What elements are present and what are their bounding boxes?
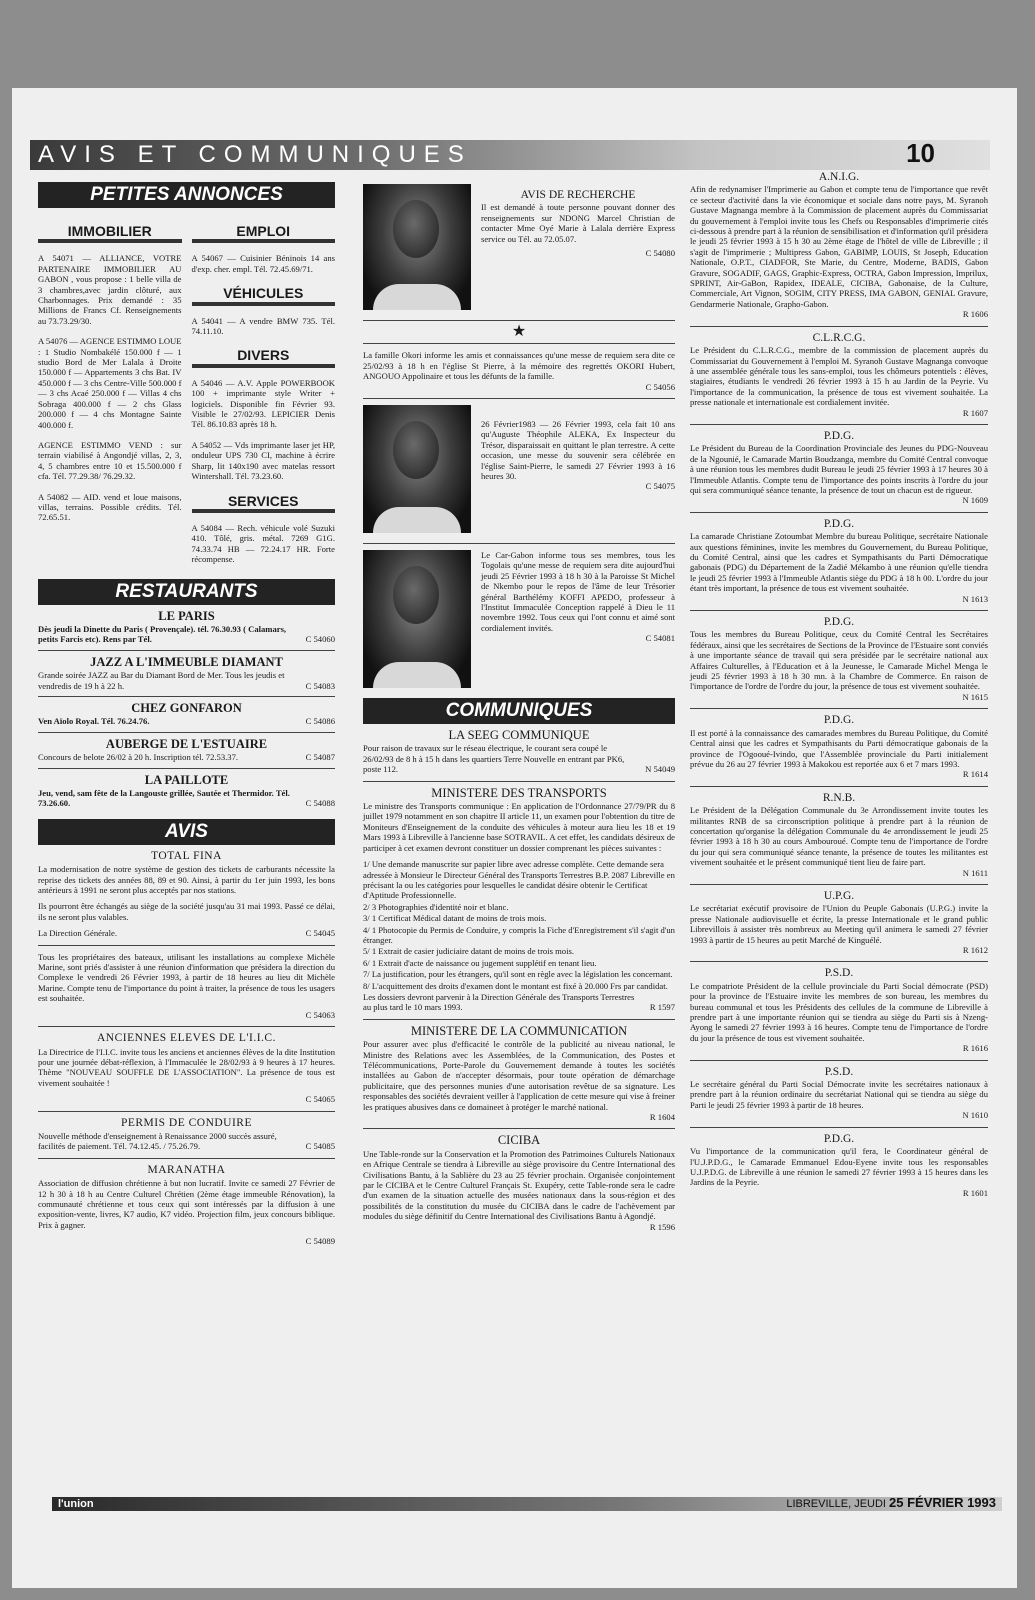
restaurant-text: Ven Aïolo Royal. Tél. 76.24.76. <box>38 716 150 727</box>
communique-title: P.S.D. <box>824 967 854 980</box>
avis-item <box>38 1118 335 1152</box>
immobilier-column <box>38 212 182 575</box>
communique-text: Le Président du C.L.R.C.G., membre de la commission de placement auprès du Commissariat du Gouvernement à l'emploi M. Syranoh Gustave Magnanga convoque à une assemblée générale tous les sans-emploi, tous les chômeurs potentiels : élèves, stagiaires, étudiants le vendredi 26 février 1993 à 15 h au Jardin de la Peyrie. Vu l'importance de la communication, la présence de tous est vivement souhaitée. La presse nationale et internationale est cordialement invitée. <box>690 345 988 408</box>
divider <box>363 343 675 344</box>
notice-aleka <box>363 405 675 533</box>
petites-annonces-heading: PETITES ANNONCES <box>38 182 335 208</box>
divider <box>363 398 675 399</box>
divider <box>38 1026 335 1027</box>
ad-code: C 54081 <box>645 633 675 644</box>
ad-code: R 1616 <box>962 1043 988 1054</box>
communique-text: Le Président du Bureau de la Coordination Provinciale des Jeunes du PDG-Nouveau de la Ngounié, le Camarade Martin Boudzanga, membre du Comité Central convoque à une réunion tous les membres dudit Bureau le jeudi 25 février 1993 à 17 heures 30 à l'Immeuble Atlantis. Compte tenu de l'importance des points inscrits à l'ordre du jour qui sera communiqué séance tenante, la présence de tout un chacun est de rigueur. <box>690 443 988 495</box>
communique-text: Le Président de la Délégation Communale du 3e Arrondissement invite toutes les militantes RNB de sa circonscription politique à prendre part à la réunion de concertation qu'organise la délégation Communale du 4e arrondissement le jeudi 25 février 1993 à 18 h 30 au cours Ambouroué. Compte tenu de l'importance de l'ordre du jour qui sera communiqué séance tenante, la présence de toutes les militantes est vivement souhaitée et le présent communiqué tient lieu de faire part. <box>690 805 988 868</box>
notice-text: Il est demandé à toute personne pouvant donner des renseignements sur NDONG Marcel Christian de contacter Mme Oyé Marie à Lalala derrière Express service ou Tél. au 72.05.07. <box>481 202 675 244</box>
page-footer <box>52 1497 1002 1511</box>
communique-seeg <box>363 730 675 775</box>
ad-54076: A 54076 — AGENCE ESTIMMO LOUE : 1 Studio Nombakélé 150.000 f — 1 studio Bord de Mer Lalala à Droite 150.000 f — Appartements 3 chs Bat. IV 450.000 f — 3 chs Centre-Ville 500.000 f — 3 chs Acaé 250.000 f — Villas 4 chs Sobraga 400.000 f — 2 chs Glass 200.000 f — 4 chs Montagne Sainte 400.000 f. <box>38 336 182 430</box>
portrait-photo <box>363 550 471 688</box>
communique-title: P.D.G. <box>823 1132 855 1145</box>
ad-code: C 54088 <box>305 798 335 809</box>
restaurant-item <box>38 700 335 733</box>
restaurant-name: AUBERGE DE L'ESTUAIRE <box>105 736 268 751</box>
communique-title: P.D.G. <box>823 429 855 442</box>
communique-text: Le secrétaire général du Parti Social Démocrate invite les secrétaires nationaux à prendre part à la réunion ordinaire du secrétariat National qui se tiendra au siège du Parti le jeudi 25 février 1993 à partir de 18 heures. <box>690 1079 988 1110</box>
notice-title: AVIS DE RECHERCHE <box>520 189 636 201</box>
ad-code: R 1604 <box>649 1112 675 1123</box>
ad-code: C 54075 <box>645 481 675 492</box>
restaurant-item <box>38 736 335 769</box>
ad-code: N 1615 <box>962 691 988 702</box>
divider <box>38 1111 335 1112</box>
communique-item <box>690 431 988 506</box>
communique-item <box>690 1134 988 1198</box>
ad-code: C 54087 <box>305 752 335 763</box>
communique-item <box>690 172 988 320</box>
footer-dateline <box>786 1494 996 1513</box>
communique-title: C.L.R.C.G. <box>812 331 866 344</box>
ad-code: R 1607 <box>962 407 988 418</box>
list-item: 8/ L'acquittement des droits d'examen dont le montant est fixé à 20.000 Frs par candidat. <box>363 980 668 991</box>
avis-item <box>38 952 335 1020</box>
restaurant-name: CHEZ GONFARON <box>131 700 242 715</box>
ad-code: R 1612 <box>962 945 988 955</box>
section-title: AVIS ET COMMUNIQUES <box>38 141 472 168</box>
avis-paragraph: La modernisation de notre système de gestion des tickets de carburants nécessite la reprise des tickets des années 88, 89 et 90. Ainsi, à partir du 1er juin 1993, les bons antérieurs à 1991 ne seront plus acceptés par nos stations. <box>38 864 335 896</box>
services-heading: SERVICES <box>192 496 336 513</box>
divider <box>690 512 988 513</box>
list-item: 2/ 3 Photographies d'identité noir et blanc. <box>363 901 509 912</box>
avis-paragraph: Tous les propriétaires des bateaux, utilisant les installations au complexe Michèle Marine, sont priés d'assister à une réunion d'information que présidera la direction du Complexe le vendredi 26 Février 1993, à partir de 18 heures au lieu dit Michèle Marine. Compte tenu de l'importance du point à traiter, la présence de tous les usagers est souhaitée. <box>38 951 335 1004</box>
ad-code: C 54085 <box>305 1141 335 1152</box>
communique-title: P.D.G. <box>823 714 855 727</box>
restaurant-name: LE PARIS <box>158 608 215 623</box>
restaurant-item <box>38 608 335 651</box>
avis-title: PERMIS DE CONDUIRE <box>120 1116 253 1129</box>
avis-item <box>38 851 335 939</box>
communique-title: LA SEEG COMMUNIQUE <box>448 728 590 743</box>
restaurant-text: Grande soirée JAZZ au Bar du Diamant Bord de Mer. Tous les jeudis et vendredis de 19 h à 22 h. <box>38 670 285 691</box>
communique-text: Pour assurer avec plus d'efficacité le contrôle de la publicité au niveau national, le Ministre des Relations avec les Assemblées, de la Communication, des Postes et Télécommunications, Porte-Parole du Gouvernement demande à toutes les sociétés installées au Gabon de n'accepter désormais, pour toute opération de démarchage publicitaire, que des personnes munies d'une autorisation revêtue de sa signature. Les responsables des sociétés devraient veiller à l'application de cette mesure qui vise à freiner les pratiques abusives dans ce domaineet à protéger le marché national. <box>363 1039 675 1112</box>
ad-code: R 1601 <box>962 1187 988 1198</box>
communique-title: R.N.B. <box>822 791 856 804</box>
column-right <box>690 166 988 1198</box>
divider <box>690 610 988 611</box>
divider <box>363 1019 675 1020</box>
restaurant-name: LA PAILLOTE <box>144 772 229 787</box>
ad-code: R 1596 <box>649 1221 675 1232</box>
list-item: 5/ 1 Extrait de casier judiciaire datant de moins de trois mois. <box>363 946 574 957</box>
ad-54071: A 54071 — ALLIANCE, VOTRE PARTENAIRE IMMOBILIER AU GABON , vous propose : 1 belle villa de 3 chambres,avec jardin clôturé, aux Charbonnages. Prix demandé : 35 Millions de Francs Cf. Renseignements au 73.73.29/30. <box>38 253 182 326</box>
ad-code: C 54056 <box>645 381 675 392</box>
communique-item <box>690 519 988 604</box>
notice-text: La famille Okori informe les amis et connaissances qu'une messe de requiem sera dite ce 25/02/93 à 18 h en l'église St Pierre, à la mémoire des regrettés OKORI Hubert, ANGOUO Appolinaire et tous les défunts de la famille. <box>363 350 675 382</box>
ad-54067: A 54067 — Cuisinier Béninois 14 ans d'exp. cher. empl. Tél. 72.45.69/71. <box>191 253 335 274</box>
communiques-heading: COMMUNIQUES <box>363 698 675 724</box>
column-left <box>38 178 335 1247</box>
communique-item <box>690 617 988 702</box>
column-middle <box>363 178 675 1232</box>
communique-text: Une Table-ronde sur la Conservation et la Promotion des Patrimoines Culturels Nationaux en Afrique Centrale se tiendra à Libreville au siège provisoire du Centre International des Civilisations Bantu, à la Sablière du 23 au 25 février prochain. Organisée conjointement par le CICIBA et le Centre Culturel Français St. Exupéry, cette Table-ronde sera le cadre d'un examen de la situation actuelle des musées nationaux dans la sous-région et des possibilités de la constitution du musée du CICIBA dans le cadre de l'achèvement par modules du siège définitif du Centre International des Civilisations Bantu à Agondjé. <box>363 1148 675 1222</box>
notice-recherche <box>363 184 675 310</box>
portrait-photo <box>363 184 471 310</box>
communique-text: Afin de redynamiser l'Imprimerie au Gabon et compte tenu de l'importance que revêt ce secteur d'activité dans la vie économique et sociale dans notre pays, M. Syranoh Gustave Magnanga membre à la Commission de placement auprès du Commissariat du gouvernement à l'emploi invite tous les Chefs ou Responsables d'imprimerie cités ci-dessous à prendre part à la réunion de sensibilisation et d'information qu'il présidera le jeudi 25 février 1993 à 15 h 30 au 2ème étage de l'hôtel de ville de Libreville ; il s'agit de l'imprimerie ; Multipress Gabon, GABIMP, LOUIS, St Joseph, Education Nationale, O.P.T., CIADFOR, Ste Marie, du Centre, Moderne, BADIS, Gabon Gravure, SOGADIF, GAGS, Graphic-Express, OCTRA, Gabon Impression, Imprilux, SPRINT, Air-GaBon, Rapidex, IDEALE, CICIBA, Gabonaise, de la Culture, Commerciale, Art Vignon, SOGIM, CITY PRESS, IMA GABON, GENIAL Gravure, Gendarmerie Nationale, Grapho-Gabon. <box>690 184 988 309</box>
avis-title: ANCIENNES ELEVES DE L'I.I.C. <box>97 1032 276 1045</box>
document-list <box>363 859 675 991</box>
ad-code: N 1611 <box>962 867 988 878</box>
avis-item <box>38 1033 335 1104</box>
list-item: 7/ La justification, pour les étrangers, qu'il sont en règle avec la législation les concernant. <box>363 969 673 980</box>
vehicules-heading: VÉHICULES <box>192 288 336 305</box>
communique-text: Tous les membres du Bureau Politique, ceux du Comité Central les Secrétaires fédéraux, ainsi que les secrétaires de Sections de la Province de l'Estuaire sont conviés à une importante séance de travail qui sera présidée par le secrétaire national aux Affaires Culturelles, à l'Education et à la Jeunesse, le Camarade Michel Menga le jeudi 25 février 1993 à 18 h 30 mn. à la Chambre de Commerce. En raison de l'importance de l'ordre de l'ordre du jour, la présence de tous est vivement souhaitée. <box>690 629 988 692</box>
notice-okori <box>363 350 675 392</box>
portrait-photo <box>363 405 471 533</box>
communique-title: U.P.G. <box>823 889 855 902</box>
ad-code: R 1614 <box>962 769 988 780</box>
communique-title: CICIBA <box>497 1133 541 1148</box>
communique-item <box>690 715 988 779</box>
classified-column-right <box>192 212 336 575</box>
ad-code: N 1610 <box>962 1110 988 1121</box>
restaurant-text: Jeu, vend, sam fête de la Langouste grillée, Sautée et Thermidor. Tél. 73.26.60. <box>38 788 290 809</box>
ad-54046: A 54046 — A.V. Apple POWERBOOK 100 + imprimante style Writer + logiciels. Disponible fin Février 93. Visible le 27/02/93. LEPICIER Denis Tél. 86.10.83 après 18 h. <box>191 377 335 430</box>
list-item: 6/ 1 Extrait d'acte de naissance ou jugement supplétif en tenant lieu. <box>363 957 597 968</box>
divider <box>690 961 988 962</box>
communique-text: Le secrétariat exécutif provisoire de l'Union du Peuple Gabonais (U.P.G.) invite la presse Nationale audiovisuelle et écrite, la presse Internationale et le grand public Librevillois à assister très nombreux au Meeting qu'il animera le samedi 27 février 1993 à partir de 15 heures au petit Marché de Kinguélé. <box>690 903 988 945</box>
footer-date: 25 FÉVRIER 1993 <box>889 1495 996 1510</box>
avis-paragraph: La Directrice de l'I.I.C. invite tous les anciens et anciennes élèves de la dite Institution pour une journée débat-réflexion, à l'Immaculée le 28/02/93 à 9 heures à 17 heures. Thème "NOUVEAU SOUFFLE DE L'ASSOCIATION". La présence de tous est vivement souhaitée ! <box>38 1046 335 1088</box>
ad-code: C 54045 <box>305 928 335 939</box>
page-number: 10 <box>906 138 935 168</box>
ad-code: C 54063 <box>305 1009 335 1020</box>
divider <box>363 1128 675 1129</box>
communique-text: La camarade Christiane Zotoumbat Membre du bureau Politique, secrétaire Nationale aux questions féminines, invite les membres du Gouvernement, du Bureau Politique, du Comité Central, ainsi que les cadres et Sympathisants du Parti Démocratique gabonais (PDG) du Département de la Zadié Mékambo à une réunion qu'elle tiendra le jeudi 25 février 1993 à l'Immeuble Atlantis siège du PDG à 18 h 00. L'ordre du jour étant très important, la présence de tous est vivement souhaitée. <box>690 531 988 594</box>
ad-54052: A 54052 — Vds imprimante laser jet HP, onduleur UPS 730 CI, machine à écrire Sharp, lit 140x190 avec matelas ressort Wintershall. Tél. 73.23.60. <box>191 439 335 482</box>
avis-title: MARANATHA <box>147 1163 226 1176</box>
divider <box>690 1060 988 1061</box>
restaurant-item <box>38 772 335 814</box>
ad-code: C 54060 <box>305 634 335 645</box>
communique-item <box>690 333 988 418</box>
divider <box>690 884 988 885</box>
ad-code: C 54080 <box>645 248 675 259</box>
communique-ciciba <box>363 1135 675 1232</box>
divider <box>363 320 675 321</box>
divider <box>363 543 675 544</box>
ad-code: N 54049 <box>645 764 675 775</box>
divider <box>690 424 988 425</box>
list-item: 4/ 1 Photocopie du Permis de Conduire, y compris la Fiche d'Enregistrement s'il s'agit d'un étranger. <box>363 924 675 945</box>
divider <box>363 781 675 782</box>
communique-item <box>690 891 988 955</box>
ad-code: R 1597 <box>649 1002 675 1013</box>
avis-item <box>38 1165 335 1247</box>
avis-signature: La Direction Générale. <box>38 928 117 939</box>
footer-place: LIBREVILLE, JEUDI <box>786 1498 886 1510</box>
ad-54084: A 54084 — Rech. véhicule volé Suzuki 410. Tôlé, gris. métal. 7269 G1G. 74.33.74 HB — 72.24.17 HR. Forte récompense. <box>191 522 335 565</box>
ad-code: R 1606 <box>962 309 988 320</box>
restaurant-item <box>38 654 335 697</box>
communique-item <box>690 968 988 1053</box>
ad-estimmo-vend: AGENCE ESTIMMO VEND : sur terrain viabilisé à Angondjé villas, 2, 3, 4, 5 chambres entre 10 et 15.500.000 f cfa. Tél. 77.29.38/ 76.29.32. <box>38 439 182 482</box>
restaurant-text: Dès jeudi la Dinette du Paris ( Provençale). tél. 76.30.93 ( Calamars, petits Farcis etc). Rens par Tél. <box>38 623 287 645</box>
newspaper-name: l'union <box>58 1498 94 1510</box>
avis-paragraph: Nouvelle méthode d'enseignement à Renaissance 2000 succès assuré, facilités de paiement. Tél. 74.12.45. / 75.26.79. <box>38 1130 277 1152</box>
communique-item <box>690 793 988 878</box>
avis-paragraph: Ils pourront être échangés au siège de la société jusqu'au 31 mai 1993. Passé ce délai, ils ne seront plus valables. <box>38 901 335 922</box>
divider <box>38 945 335 946</box>
communique-title: MINISTERE DE LA COMMUNICATION <box>410 1023 628 1038</box>
emploi-heading: EMPLOI <box>192 226 336 243</box>
notice-text: Le Car-Gabon informe tous ses membres, tous les Togolais qu'une messe de requiem sera dite aujourd'hui jeudi 25 Février 1993 à 18 h 30 à la Paroisse St Michel de Nkembo pour le repos de l'âme de leur Trésorier général Barthélémy KOFFI APEDO, professeur à l'Institut Immaculée Conception rappelé à Dieu le 11 novembre 1992. Tous ceux qui l'ont connu et aimé sont cordialement invités. <box>481 550 675 633</box>
avis-heading: AVIS <box>38 819 335 845</box>
immobilier-heading: IMMOBILIER <box>38 226 182 243</box>
divider <box>38 1158 335 1159</box>
communique-title: P.S.D. <box>824 1065 854 1078</box>
ad-code: N 1613 <box>962 593 988 604</box>
communique-title: MINISTERE DES TRANSPORTS <box>431 785 607 800</box>
communique-text: Vu l'importance de la communication qu'il fera, le Coordinateur général de l'U.J.P.D.G., le Camarade Emmanuel Edou-Eyene invite tous les responsables U.J.P.D.G. de Libreville à une réunion le samedi 27 février 1993 à 15 heures dans les Jardins de la Peyrie. <box>690 1146 988 1188</box>
divers-heading: DIVERS <box>192 350 336 367</box>
divider <box>690 786 988 787</box>
restaurant-text: Concours de belote 26/02 à 20 h. Inscription tél. 72.53.37. <box>38 752 239 763</box>
ad-54041: A 54041 — A vendre BMW 735. Tél. 74.11.10. <box>191 315 335 337</box>
ad-code: C 54089 <box>305 1236 335 1247</box>
avis-paragraph: Association de diffusion chrétienne à but non lucratif. Invite ce samedi 27 Février de 12 h 30 à 18 h au Centre Culturel Chrétien (2ème étage immeuble Rénovation), la communauté chrétienne et tous ceux qui sont intéressés par la diffusion à une exposition-vente, livres, K7 audio, K7 vidéo. Projection film, jeux concours biblique. Prix à gagner. <box>38 1178 335 1230</box>
list-item: 3/ 1 Certificat Médical datant de moins de trois mois. <box>363 913 547 924</box>
divider <box>690 708 988 709</box>
divider <box>690 326 988 327</box>
ad-code: C 54083 <box>305 680 335 691</box>
communique-communication <box>363 1023 675 1123</box>
communique-transports <box>363 785 675 1013</box>
list-item: 1/ Une demande manuscrite sur papier libre avec adresse complète. Cette demande sera adressée à Monsieur le Directeur Général des Transports Terrestres B.P. 2087 Libreville en précisant la ou les catégories pour lesquelles le candidat désire obtenir le Certificat d'Aptitude Professionnelle. <box>363 859 675 901</box>
communique-text: Il est porté à la connaissance des camarades membres du Bureau Politique, du Comité Central ainsi que les cadres et Sympathisants du Parti démocratique gabonais de la province de l'Ogooué-Ivindo, que l'Assemblée provinciale du Parti initialement prévue du 26 au 27 février 1993 à Makokou est reportée aux 6 et 7 mars 1993. <box>690 727 988 769</box>
communique-text: Le compatriote Président de la cellule provinciale du Parti Social démocrate (PSD) pour la province de l'Estuaire invite les membres de son bureau, les membres du bureau communal et tous les Présidents des cellules de la commune de Libreville à prendre part à une importante réunion qui se tiendra au siège du Parti sis à Nzeng-Ayong le samedi 27 février 1993 à 16 heures. Compte tenu de l'importance de l'ordre du jour la présence de tous est vivement souhaitée. <box>690 980 988 1043</box>
notice-text: 26 Février1983 — 26 Février 1993, cela fait 10 ans qu'Auguste Théophile ALEKA, Ex Inspecteur du Trésor, disparaissait en quittant le plan terrestre. A cette occasion, une messe du souvenir sera célébrée en l'église Saint-Pierre, le samedi 27 Février 1993 à 16 heures 30. <box>481 419 675 482</box>
communique-text: Les dossiers devront parvenir à la Direction Générale des Transports Terrestres au plus tard le 10 mars 1993. <box>363 991 635 1013</box>
ad-code: C 54065 <box>305 1094 335 1105</box>
ad-code: N 1609 <box>962 495 988 506</box>
restaurants-heading: RESTAURANTS <box>38 579 335 605</box>
ad-54082: A 54082 — AID. vend et loue maisons, villas, terrains. Possible crédits. Tél. 72.65.51. <box>38 491 182 523</box>
communique-title: P.D.G. <box>823 517 855 530</box>
communique-text: Le ministre des Transports communique : En application de l'Ordonnance 27/79/PR du 8 juillet 1979 notamment en son chapitre II article 11, un examen pour l'obtention du titre de Moniteurs d'Enseignement de la conduite des véhicules à moteur aura lieu les 18 et 19 Mars 1993 à Libreville à l'ancienne base SOTRAVIL. A cet effet, les candidats désireux de participer à cet examen devront constituer un dossier comprenant les pièces suivantes : <box>363 801 675 853</box>
divider <box>690 1127 988 1128</box>
ad-code: C 54086 <box>305 716 335 727</box>
communique-text: Pour raison de travaux sur le réseau électrique, le courant sera coupé le 26/02/93 de 8 h à 15 h dans les quartiers Terre Nouvelle en entrant par PK6, poste 112. <box>363 743 625 775</box>
restaurant-name: JAZZ A L'IMMEUBLE DIAMANT <box>90 654 283 669</box>
notice-koffi <box>363 550 675 688</box>
communique-title: A.N.I.G. <box>818 171 860 183</box>
star-separator: ★ <box>511 323 527 340</box>
communique-item <box>690 1067 988 1121</box>
avis-title: TOTAL FINA <box>151 849 222 862</box>
communique-title: P.D.G. <box>823 616 855 629</box>
